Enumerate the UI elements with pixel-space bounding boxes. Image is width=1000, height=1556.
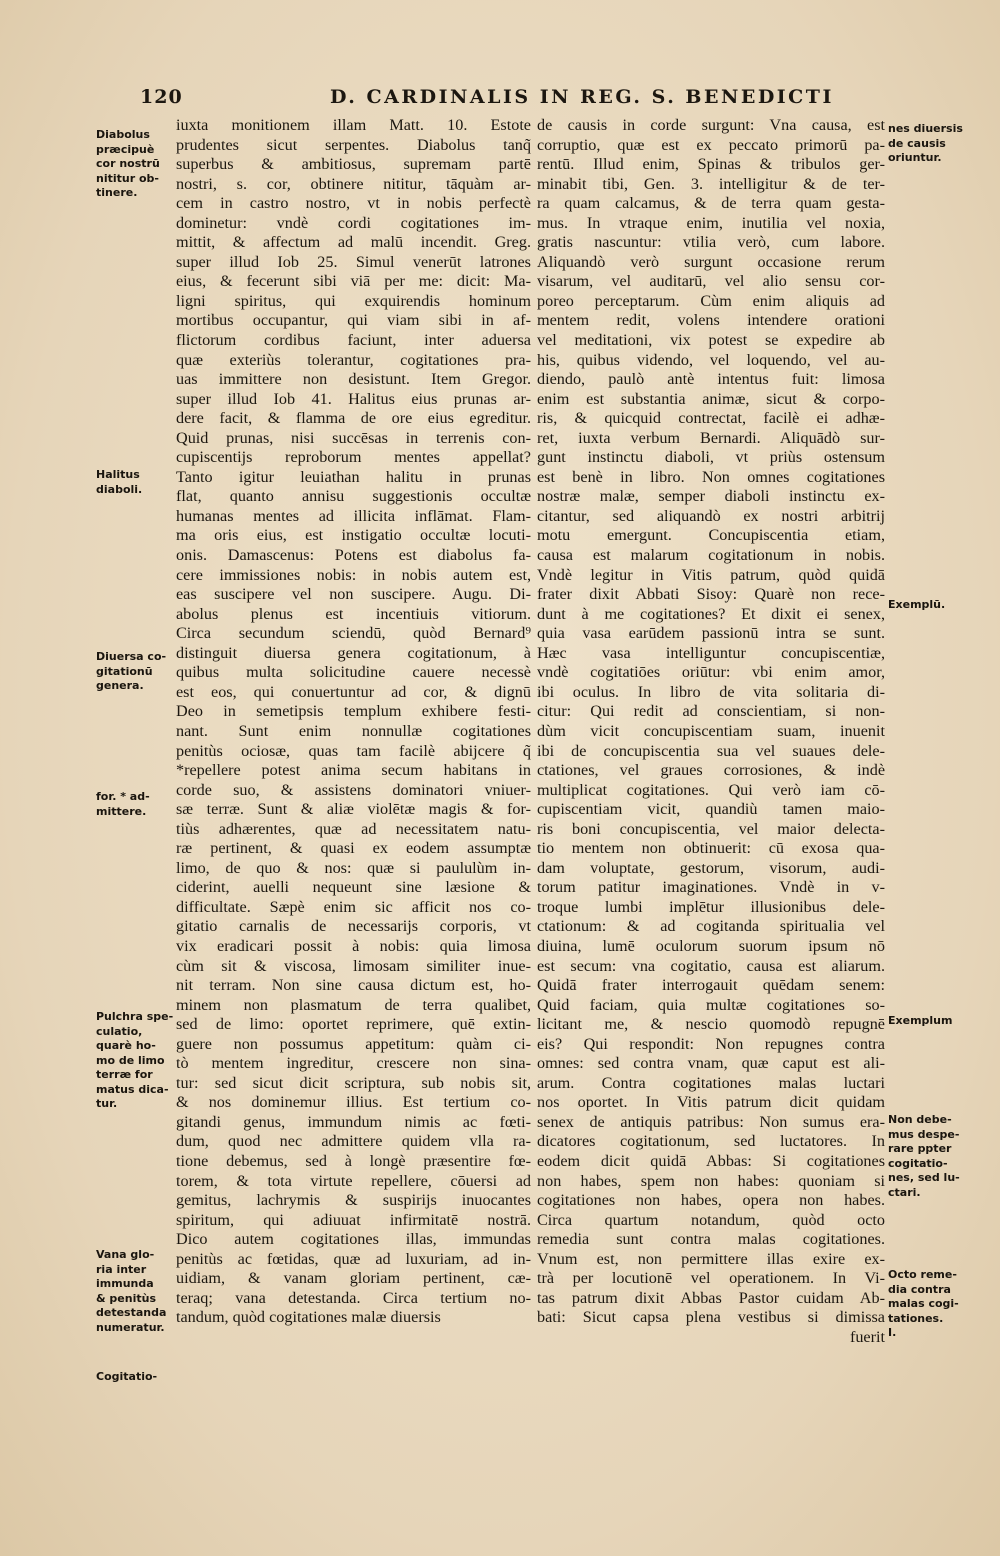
margin-note-exemplum1 — [888, 598, 988, 613]
text-line: dum, quod nec admittere quidem vlla ra- — [176, 1132, 531, 1151]
text-line: enim est substantia animæ, sicut & corpo- — [537, 389, 885, 408]
text-line: arum. Contra cogitationes malas luctari — [537, 1073, 885, 1092]
text-line: onis. Damascenus: Potens est diabolus fa- — [176, 546, 531, 565]
text-line: ciderint, auelli nequeunt sine læsione & — [176, 878, 531, 897]
text-line: dam voluptate, gestorum, visorum, audi- — [537, 858, 885, 877]
text-line: & nos dominemur illius. Est tertium co- — [176, 1093, 531, 1112]
margin-note-line: culatio, — [96, 1024, 143, 1038]
text-line: ris boni concupiscentia, vel maior delecta- — [537, 819, 885, 838]
running-header — [110, 86, 940, 114]
margin-note-line: & penitùs — [96, 1291, 156, 1305]
page-number: 120 — [140, 86, 183, 108]
text-line: citantur, sed aliquandò ex nostri arbitrij — [537, 506, 885, 525]
margin-note-line: mittere. — [96, 804, 147, 818]
margin-note-line: Cogitatio- — [96, 1370, 158, 1383]
text-line: Hæc vasa intelliguntur concupiscentiæ, — [537, 643, 885, 662]
text-line: trà per locutionē vel operationem. In Vi- — [537, 1269, 885, 1288]
text-line: cere immissiones nobis: in nobis autem est, — [176, 565, 531, 584]
margin-note-line: de causis — [888, 136, 946, 150]
text-line: frater dixit Abbati Sisoy: Quarè non rece- — [537, 585, 885, 604]
text-line: tiùs adhærentes, quæ ad necessitatem natu- — [176, 819, 531, 838]
margin-note-line: dia contra — [888, 1282, 951, 1296]
text-line: tur: sed sicut dicit scriptura, sub nobis sit, — [176, 1073, 531, 1092]
text-line: tione debemus, sed à longè præsentire fœ- — [176, 1151, 531, 1170]
text-line: gunt instinctu diaboli, vt priùs ostensum — [537, 448, 885, 467]
margin-note-line: numeratur. — [96, 1320, 165, 1334]
text-line: motu emergunt. Concupiscentia etiam, — [537, 526, 885, 545]
margin-note-line: Non debe- — [888, 1113, 952, 1126]
margin-note-diuersa — [96, 650, 176, 694]
margin-note-line: Exemplum — [888, 1014, 953, 1027]
text-line: est eos, qui conuertuntur ad cor, & dignū — [176, 682, 531, 701]
text-line: Tanto igitur leuiathan halitu in prunas — [176, 467, 531, 486]
text-line: super illud Iob 25. Simul venerūt latrones — [176, 252, 531, 271]
text-line: dominetur: vndè cordi cogitationes im- — [176, 213, 531, 232]
margin-note-nesdiuersis — [888, 122, 988, 166]
text-line: mortibus occupantur, qui viam sibi in af- — [176, 311, 531, 330]
text-line: licitant me, & nescio quomodò repugnē — [537, 1015, 885, 1034]
text-line: Quidā frater interrogauit quēdam senem: — [537, 976, 885, 995]
text-line: corde suo, & assistens dominatori vniuer- — [176, 780, 531, 799]
margin-note-line: Pulchra spe- — [96, 1010, 174, 1023]
text-line: nant. Sunt enim nonnullæ cogitationes — [176, 721, 531, 740]
margin-note-line: Halitus — [96, 468, 140, 481]
text-line: Quid faciam, quia multæ cogitationes so- — [537, 995, 885, 1014]
text-line: prudentes sicut serpentes. Diabolus tanq̃ — [176, 135, 531, 154]
text-line: torum patitur imaginationes. Vndè in v- — [537, 878, 885, 897]
text-line: minabit tibi, Gen. 3. intelligitur & de ter- — [537, 174, 885, 193]
text-line: Vnum est, non permittere illas exire ex- — [537, 1249, 885, 1268]
margin-note-line: nes, sed lu- — [888, 1171, 960, 1184]
margin-note-line: præcipuè — [96, 142, 155, 156]
margin-note-line: gitationū — [96, 664, 153, 678]
margin-note-line: nes diuersis — [888, 122, 963, 135]
text-line: diuina, lumē oculorum suorum ipsum nō — [537, 936, 885, 955]
text-line: nit terram. Non sine causa dictum est, ho- — [176, 976, 531, 995]
text-line: vel meditationi, vix potest se expedire ab — [537, 331, 885, 350]
text-line: quæ exteriùs tolerantur, cogitationes pra- — [176, 350, 531, 369]
text-line: nostræ malæ, semper diaboli instinctu ex- — [537, 487, 885, 506]
text-line: uidiam, & vanam gloriam pertinent, cæ- — [176, 1269, 531, 1288]
text-line: spiritum, qui adiuuat infirmitatē nostrā. — [176, 1210, 531, 1229]
text-line: eodem dicit quidā Abbas: Si cogitationes — [537, 1151, 885, 1170]
margin-note-line: immunda — [96, 1277, 154, 1290]
text-line: dunt à me cogitationes? Et dixit ei senex, — [537, 604, 885, 623]
text-line: multiplicat cogitationes. Qui verò iam cō- — [537, 780, 885, 799]
text-line: remedia sunt contra malas cogitationes. — [537, 1230, 885, 1249]
text-line: citur: Qui redit ad conscientiam, si non- — [537, 702, 885, 721]
text-line: super illud Iob 41. Halitus eius prunas ar- — [176, 389, 531, 408]
margin-note-line: for. * ad- — [96, 790, 150, 803]
text-line: Circa quartum notandum, quòd octo — [537, 1210, 885, 1229]
text-line: guere non possumus appetitum: quàm ci- — [176, 1034, 531, 1053]
text-line: ret, iuxta verbum Bernardi. Aliquādò sur- — [537, 428, 885, 447]
text-line: troque lumbi implētur illusionibus dele- — [537, 897, 885, 916]
text-line: nostri, s. cor, obtinere nititur, tāquàm ar- — [176, 174, 531, 193]
text-line: *repellere potest anima secum habitans in — [176, 761, 531, 780]
margin-note-line: tur. — [96, 1097, 118, 1110]
text-line: cem in castro nostro, vt in nobis perfectè — [176, 194, 531, 213]
margin-note-vanagloria — [96, 1248, 176, 1335]
margin-note-line: nititur ob- — [96, 171, 159, 185]
text-line: rentū. Illud enim, Spinas & tribulos ger- — [537, 155, 885, 174]
margin-note-line: Vana glo- — [96, 1248, 155, 1261]
text-line: cupiscentijs reproborum mentes appellat? — [176, 448, 531, 467]
margin-note-line: detestanda — [96, 1306, 167, 1319]
text-line: quibus multa solicitudine cauere necessè — [176, 663, 531, 682]
margin-note-line: tinere. — [96, 186, 138, 199]
margin-note-line: cogitatio- — [888, 1156, 948, 1170]
margin-note-octoremedia — [888, 1268, 988, 1341]
text-line: non habes, spem non habes: quoniam si — [537, 1171, 885, 1190]
text-line: gratis nascuntur: vtilia verò, cum labore. — [537, 233, 885, 252]
margin-note-line: oriuntur. — [888, 151, 942, 164]
margin-note-line: matus dica- — [96, 1082, 169, 1096]
margin-note-line: malas cogi- — [888, 1297, 959, 1310]
text-line: est benè in libro. Non omnes cogitationes — [537, 467, 885, 486]
text-line: cùm sit & viscosa, limosam similiter inue- — [176, 956, 531, 975]
margin-note-line: ctari. — [888, 1185, 921, 1199]
text-line: ræ pertinent, & quasi ex eodem assumptæ — [176, 839, 531, 858]
text-line: difficultate. Sæpè enim sic afficit nos co- — [176, 897, 531, 916]
margin-note-line: terræ for — [96, 1068, 153, 1081]
text-line: Dico autem cogitationes illas, immundas — [176, 1230, 531, 1249]
text-line: penitùs ac fœtidas, quæ ad luxuriam, ad in- — [176, 1249, 531, 1268]
text-line: tò mentem ingreditur, crescere non sina- — [176, 1054, 531, 1073]
margin-note-diabolus — [96, 128, 176, 201]
text-line: fuerit — [849, 1327, 885, 1346]
margin-note-for — [96, 790, 176, 819]
text-line: ris, & quicquid contrectat, facilè ei adhæ- — [537, 409, 885, 428]
text-line: vix eradicari possit à nobis: quia limosa — [176, 936, 531, 955]
text-line: ra quam calcamus, & de terra quam gesta- — [537, 194, 885, 213]
text-line: cogitationes non habes, opera non habes. — [537, 1191, 885, 1210]
text-line: cupiscentiam vicit, quandiù tamen maio- — [537, 800, 885, 819]
running-title: D. CARDINALIS IN REG. S. BENEDICTI — [330, 86, 834, 108]
margin-note-line: diaboli. — [96, 482, 143, 496]
right-text-column — [537, 116, 885, 1347]
text-line: tandum, quòd cogitationes malæ diuersis — [176, 1308, 441, 1327]
text-line: superbus & ambitiosus, supremam partē — [176, 155, 531, 174]
text-line: iuxta monitionem illam Matt. 10. Estote — [176, 116, 531, 134]
text-line: Aliquandò verò surgunt occasione rerum — [537, 252, 885, 271]
text-line: distinguit diuersa genera cogitationum, à — [176, 643, 531, 662]
text-line: gemitus, lachrymis & suspirijs inuocantes — [176, 1191, 531, 1210]
text-line: Vndè legitur in Vitis patrum, quòd quidā — [537, 565, 885, 584]
text-line: eis? Qui respondit: Non repugnes contra — [537, 1034, 885, 1053]
margin-note-line: cor nostrū — [96, 157, 160, 170]
margin-note-nondebemus — [888, 1113, 988, 1200]
margin-note-line: Diuersa co- — [96, 650, 167, 663]
margin-note-line: mus despe- — [888, 1127, 960, 1141]
text-line: quia vasa earūdem passionū intra se sunt. — [537, 624, 885, 643]
margin-note-pulchra — [96, 1010, 176, 1112]
left-text-column — [176, 116, 531, 1328]
text-line: senex de antiquis patribus: Non sumus era- — [537, 1112, 885, 1131]
text-line: ma oris eius, est instigatio occultæ locuti- — [176, 526, 531, 545]
text-line: flictorum cordibus faciunt, inter aduersa — [176, 331, 531, 350]
margin-note-line: ria inter — [96, 1262, 147, 1276]
margin-note-cogitatio — [96, 1370, 176, 1385]
text-line: causa est malarum cogitationum in nobis. — [537, 546, 885, 565]
margin-note-line: mo de limo — [96, 1053, 165, 1067]
text-line: mentem redit, volens intendere orationi — [537, 311, 885, 330]
text-line: mittit, & affectum ad malū incendit. Greg. — [176, 233, 531, 252]
margin-note-line: genera. — [96, 679, 144, 692]
text-line: ibi oculus. In libro de vita solitaria di- — [537, 682, 885, 701]
text-line: bati: Sicut capsa plena vestibus si dimissa — [537, 1308, 885, 1327]
text-line: tas patrum dixit Abbas Pastor cuidam Ab- — [537, 1288, 885, 1307]
text-line: torem, & tota virtute repellere, cōuersi ad — [176, 1171, 531, 1190]
text-line: flat, quanto annisu suggestionis occultæ — [176, 487, 531, 506]
margin-note-exemplum2 — [888, 1014, 988, 1029]
text-line: ligni spiritus, qui exquirendis hominum — [176, 291, 531, 310]
text-line: de causis in corde surgunt: Vna causa, est — [537, 116, 885, 134]
text-line: tio mentem non obtinuerit: cū exosa qua- — [537, 839, 885, 858]
margin-note-line: quarè ho- — [96, 1039, 156, 1052]
text-line: Circa secundum sciendū, quòd Bernard⁹ — [176, 624, 531, 643]
text-line: dicatores cogitationum, sed luctatores. In — [537, 1132, 885, 1151]
text-line: ibi de concupiscentia sua vel suaues dele- — [537, 741, 885, 760]
text-line: poreo perceptarum. Cùm enim aliquis ad — [537, 291, 885, 310]
text-line: eas suscipere vel non suscipere. Augu. Di- — [176, 585, 531, 604]
text-line: Quid prunas, nisi succēsas in terrenis con- — [176, 428, 531, 447]
margin-note-line: Exemplū. — [888, 598, 946, 611]
margin-note-line: Octo reme- — [888, 1268, 957, 1281]
margin-note-line: rare ppter — [888, 1142, 952, 1155]
text-line: eius, & fecerunt sibi viā per me: dicit: Ma- — [176, 272, 531, 291]
text-line: visarum, vel auditarū, vel alio sensu cor- — [537, 272, 885, 291]
text-line: limo, de quo & nos: quæ si paululùm in- — [176, 858, 531, 877]
text-line: corruptio, quæ est ex peccato primorū pa- — [537, 135, 885, 154]
text-line: est secum: vna cogitatio, causa est aliarum. — [537, 956, 885, 975]
text-line: mus. In vtraque enim, inutilia vel noxia, — [537, 213, 885, 232]
text-line: sæ terræ. Sunt & aliæ violētæ magis & for- — [176, 800, 531, 819]
text-line: diendo, paulò antè intentus fuit: limosa — [537, 370, 885, 389]
text-line: uas immittere non desistunt. Item Gregor. — [176, 370, 531, 389]
text-line: ctationum: & ad cogitanda spiritualia vel — [537, 917, 885, 936]
text-line: dere facit, & flamma de ore eius egreditur. — [176, 409, 531, 428]
text-line: Deo in semetipsis templum exhibere festi- — [176, 702, 531, 721]
text-line: sed de limo: oportet reprimere, quē extin- — [176, 1015, 531, 1034]
text-line: nos oportet. In Vitis patrum dicit quidam — [537, 1093, 885, 1112]
text-line: teraq; vana detestanda. Circa tertium no- — [176, 1288, 531, 1307]
margin-note-line: tationes. — [888, 1311, 944, 1325]
margin-note-line: I. — [888, 1326, 897, 1339]
margin-note-halitus — [96, 468, 176, 497]
text-line: humanas mentes ad illicita inflāmat. Flam- — [176, 506, 531, 525]
margin-note-line: Diabolus — [96, 128, 150, 141]
text-line: gitatio carnalis de necessarijs corporis, vt — [176, 917, 531, 936]
text-line: gitandi genus, immundum nimis ac fœti- — [176, 1112, 531, 1131]
text-line: dùm vicit concupiscentiam suam, inuenit — [537, 721, 885, 740]
text-line: vndè cogitatiōes oriūtur: vbi enim amor, — [537, 663, 885, 682]
text-line: ctationes, vel graues corrosiones, & indè — [537, 761, 885, 780]
text-line: penitùs ociosæ, quas tam facilè abijcere q̃ — [176, 741, 531, 760]
text-line: minem non plasmatum de terra qualibet, — [176, 995, 531, 1014]
text-line: his, quibus videndo, vel loquendo, vel au- — [537, 350, 885, 369]
text-line: omnes: sed contra vnam, quæ caput est ali- — [537, 1054, 885, 1073]
text-line: abolus plenus est incentiuis vitiorum. — [176, 604, 531, 623]
